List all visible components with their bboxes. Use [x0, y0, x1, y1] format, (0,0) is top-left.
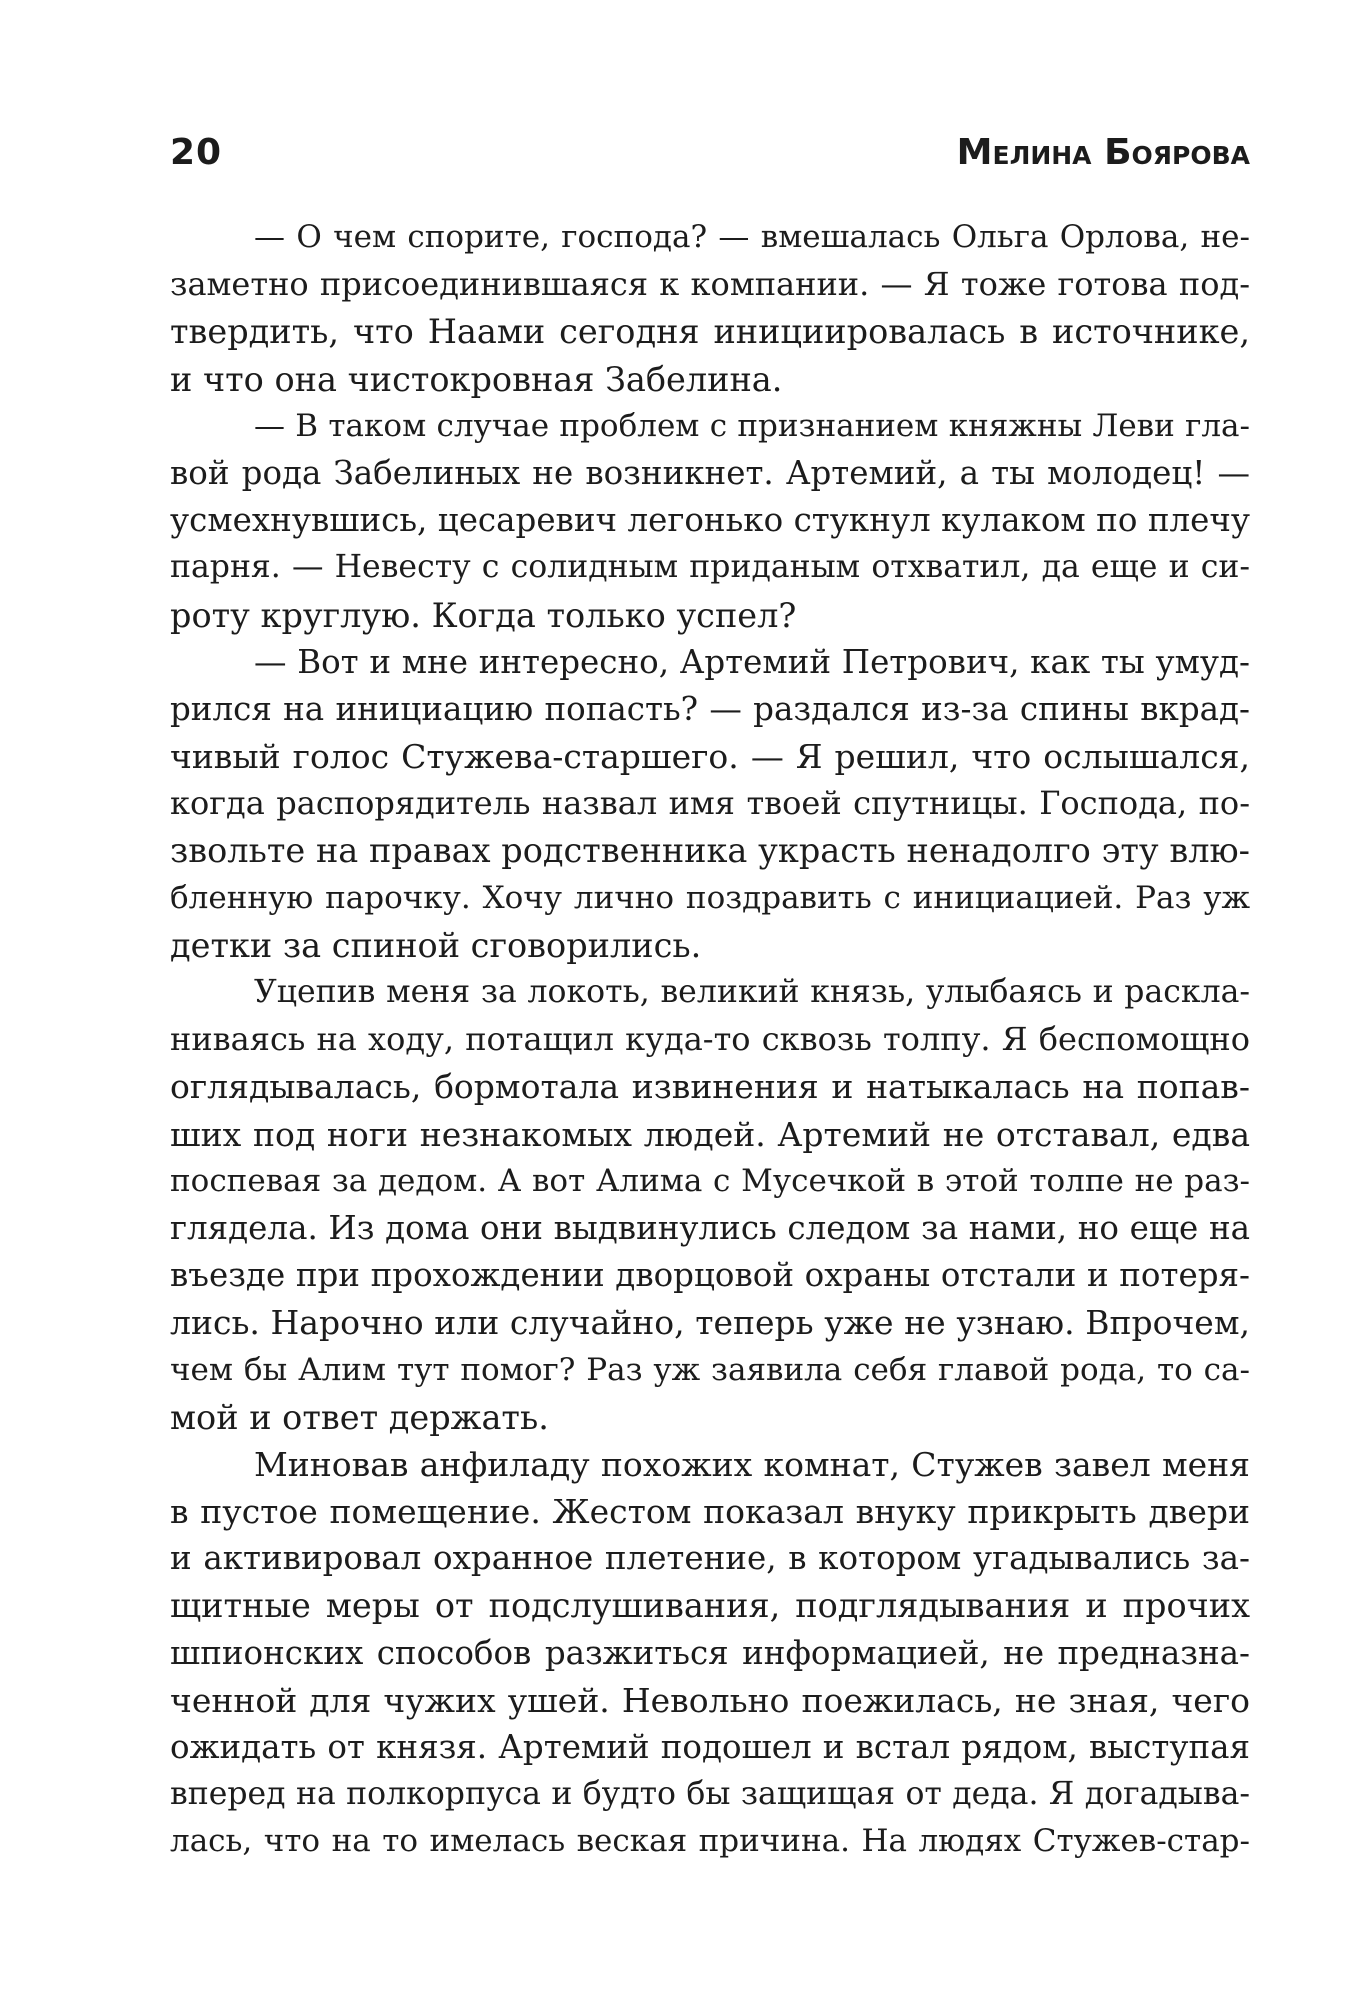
text-line: детки за спиной сговорились. [170, 925, 702, 965]
text-line: ожидать от князя. Артемий подошел и встал рядом, выступая [170, 1728, 1250, 1766]
paragraph [170, 969, 1250, 1441]
text-line: — Вот и мне интересно, Артемий Петрович, как ты умуд- [254, 642, 1250, 681]
paragraph [170, 639, 1250, 969]
page-number: 20 [170, 132, 223, 173]
text-line: шпионских способов разжиться информацией, не предназна- [170, 1633, 1250, 1672]
text-line: поспевая за дедом. А вот Алима с Мусечкой в этой толпе не раз- [170, 1162, 1250, 1199]
paragraph [170, 403, 1250, 639]
text-line: чивый голос Стужева-старшего. — Я решил, что ослышался, [170, 737, 1250, 777]
text-line: ниваясь на ходу, потащил куда-то сквозь толпу. Я беспомощно [170, 1020, 1250, 1059]
text-line: лась, что на то имелась веская причина. На людях Стужев-стар- [170, 1823, 1250, 1860]
text-line: заметно присоединившаяся к компании. — Я тоже готова под- [170, 265, 1250, 304]
text-line: въезде при прохождении дворцовой охраны отстали и потеря- [170, 1256, 1250, 1295]
text-line: усмехнувшись, цесаревич легонько стукнул кулаком по плечу [170, 501, 1250, 540]
text-line: парня. — Невесту с солидным приданым отхватил, да еще и си- [170, 549, 1250, 586]
text-line: чем бы Алим тут помог? Раз уж заявила себя главой рода, то са- [170, 1351, 1250, 1388]
body-text [170, 214, 1250, 1866]
paragraph [170, 1441, 1250, 1866]
text-line: щитные меры от подслушивания, подглядывания и прочих [170, 1586, 1250, 1626]
text-line: — О чем спорите, господа? — вмешалась Ольга Орлова, не- [254, 219, 1250, 255]
text-line: звольте на правах родственника украсть ненадолго эту влю- [170, 831, 1250, 871]
text-line: и что она чистокровная Забелина. [170, 359, 783, 399]
text-line: роту круглую. Когда только успел? [170, 595, 797, 635]
text-line: Миновав анфиладу похожих комнат, Стужев завел меня [254, 1444, 1250, 1484]
text-line: лись. Нарочно или случайно, теперь уже не узнаю. Впрочем, [170, 1303, 1250, 1343]
running-head-author: Мелина Боярова [956, 132, 1250, 173]
text-line: ших под ноги незнакомых людей. Артемий не отставал, едва [170, 1114, 1250, 1154]
text-line: мой и ответ держать. [170, 1397, 549, 1437]
text-line: оглядывалась, бормотала извинения и натыкалась на попав- [170, 1067, 1250, 1107]
text-line: твердить, что Наами сегодня инициировалась в источнике, [170, 312, 1250, 352]
text-line: вперед на полкорпуса и будто бы защищая от деда. Я догадыва- [170, 1776, 1250, 1813]
text-line: вой рода Забелиных не возникнет. Артемий, а ты молодец! — [170, 453, 1250, 492]
text-line: глядела. Из дома они выдвинулись следом за нами, но еще на [170, 1208, 1250, 1247]
text-line: — В таком случае проблем с признанием княжны Леви гла- [254, 407, 1250, 444]
text-line: и активировал охранное плетение, в котором угадывались за- [170, 1539, 1250, 1578]
text-line: бленную парочку. Хочу лично поздравить с инициацией. Раз уж [170, 879, 1250, 916]
paragraph [170, 214, 1250, 403]
text-line: Уцепив меня за локоть, великий князь, улыбаясь и раскла- [254, 974, 1250, 1010]
text-line: в пустое помещение. Жестом показал внуку прикрыть двери [170, 1492, 1250, 1532]
text-line: рился на инициацию попасть? — раздался из-за спины вкрад- [170, 689, 1250, 728]
text-line: когда распорядитель назвал имя твоей спутницы. Господа, по- [170, 784, 1250, 823]
page-header [170, 132, 1250, 182]
text-line: ченной для чужих ушей. Невольно поежилась, не зная, чего [170, 1680, 1250, 1720]
